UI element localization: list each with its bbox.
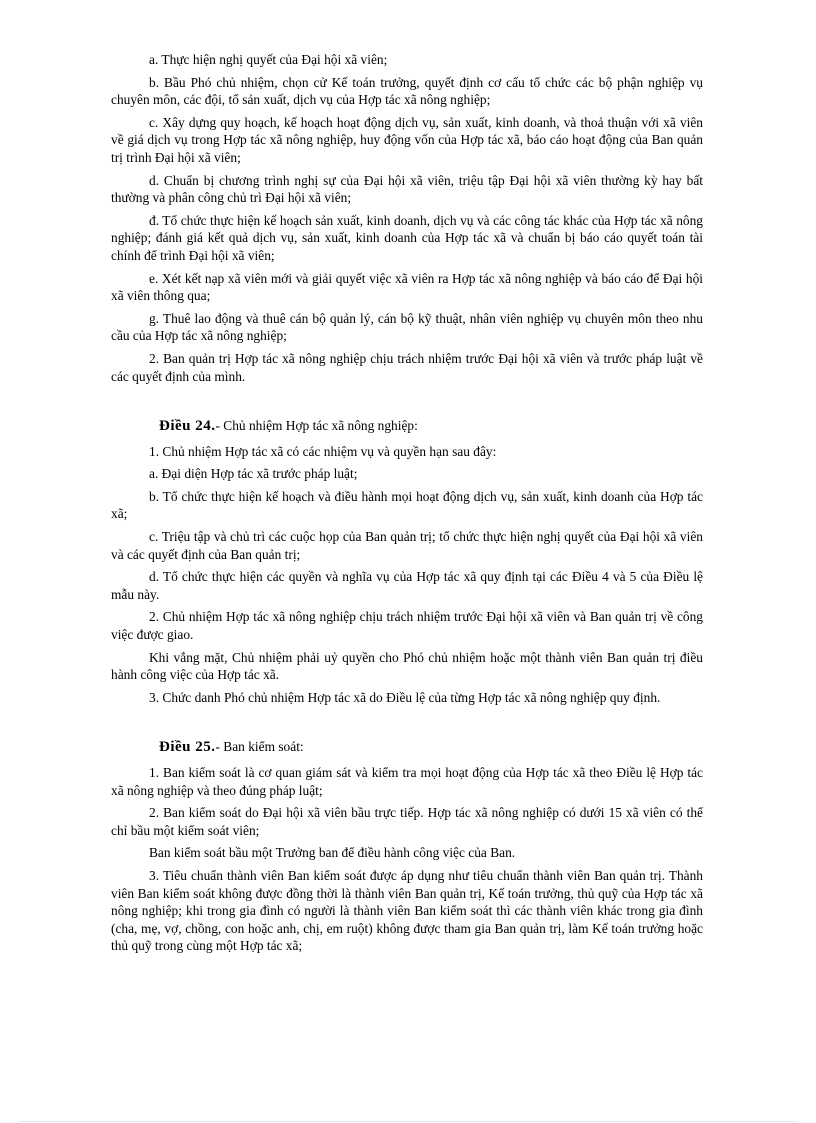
paragraph-23g: g. Thuê lao động và thuê cán bộ quản lý, cán bộ kỹ thuật, nhân viên nghiệp vụ chuyên môn theo nhu cầu của Hợp tác xã nông nghiệp; xyxy=(111,310,703,344)
paragraph-25-3: 3. Tiêu chuẩn thành viên Ban kiểm soát được áp dụng như tiêu chuẩn thành viên Ban quản trị. Thành viên Ban kiểm soát không được đồng thời là thành viên Ban quản trị, Kế toán trưởng, thủ quỹ của Hợp tác xã nông nghiệp; khi trong gia đình có người là thành viên Ban kiểm soát thì các thành viên khác trong gia đình (cha, mẹ, vợ, chồng, con hoặc anh, chị, em ruột) không được tham gia Ban quản trị, làm Kế toán trưởng hoặc thủ quỹ trong cùng một Hợp tác xã; xyxy=(111,867,703,954)
article-24-heading xyxy=(111,417,703,436)
document-page xyxy=(111,51,703,960)
paragraph-24-2: 2. Chủ nhiệm Hợp tác xã nông nghiệp chịu trách nhiệm trước Đại hội xã viên và Ban quản trị về công việc được giao. xyxy=(111,609,703,643)
article-24-subject: - Chủ nhiệm Hợp tác xã nông nghiệp: xyxy=(215,418,418,434)
paragraph-23a: a. Thực hiện nghị quyết của Đại hội xã viên; xyxy=(149,52,388,67)
paragraph-25-chief: Ban kiểm soát bầu một Trưởng ban để điều hành công việc của Ban. xyxy=(149,845,516,861)
paragraph-24c: c. Triệu tập và chủ trì các cuộc họp của Ban quản trị; tổ chức thực hiện nghị quyết của Đại hội xã viên và các quyết định của Ban quản trị; xyxy=(111,529,703,562)
paragraph-24b: b. Tổ chức thực hiện kế hoạch và điều hành mọi hoạt động dịch vụ, sản xuất, kinh doanh của Hợp tác xã; xyxy=(111,488,703,522)
paragraph-23dd: đ. Tổ chức thực hiện kế hoạch sản xuất, kinh doanh, dịch vụ và các công tác khác của Hợp tác xã nông nghiệp; đánh giá kết quả dịch vụ, sản xuất, kinh doanh của Hợp tác xã và chuẩn bị báo cáo quyết toán tài chính để trình Đại hội xã viên; xyxy=(111,212,703,263)
paragraph-23e: e. Xét kết nạp xã viên mới và giải quyết việc xã viên ra Hợp tác xã nông nghiệp và báo cáo để Đại hội xã viên thông qua; xyxy=(111,270,703,304)
paragraph-24-3: 3. Chức danh Phó chủ nhiệm Hợp tác xã do Điều lệ của từng Hợp tác xã nông nghiệp quy định. xyxy=(149,689,661,705)
paragraph-23c: c. Xây dựng quy hoạch, kế hoạch hoạt động dịch vụ, sản xuất, kinh doanh, và thoả thuận với xã viên về giá dịch vụ trong Hợp tác xã nông nghiệp, huy động vốn của Hợp tác xã, báo cáo hoạt động của Ban quản trị trình Đại hội xã viên; xyxy=(111,114,703,165)
paragraph-24a: a. Đại diện Hợp tác xã trước pháp luật; xyxy=(149,466,358,482)
article-25-heading xyxy=(111,738,703,757)
paragraph-25-1: 1. Ban kiểm soát là cơ quan giám sát và kiểm tra mọi hoạt động của Hợp tác xã theo Điều lệ Hợp tác xã nông nghiệp và theo đúng pháp luật; xyxy=(111,765,703,798)
paragraph-24-absent: Khi vắng mặt, Chủ nhiệm phải uỷ quyền cho Phó chủ nhiệm hoặc một thành viên Ban quản trị điều hành công việc của Hợp tác xã. xyxy=(111,649,703,683)
article-24-title: Điều 24. xyxy=(159,418,216,435)
article-25-subject: - Ban kiểm soát: xyxy=(215,739,304,755)
paragraph-23d: d. Chuẩn bị chương trình nghị sự của Đại hội xã viên, triệu tập Đại hội xã viên thường kỳ hay bất thường và phân công chủ trì Đại hội xã viên; xyxy=(111,172,703,206)
paragraph-25-2: 2. Ban kiểm soát do Đại hội xã viên bầu trực tiếp. Hợp tác xã nông nghiệp có dưới 15 xã viên có thể chỉ bầu một kiểm soát viên; xyxy=(111,805,703,838)
page-bottom-divider xyxy=(20,1121,796,1122)
paragraph-24-1: 1. Chủ nhiệm Hợp tác xã có các nhiệm vụ và quyền hạn sau đây: xyxy=(149,443,497,459)
article-25-title: Điều 25. xyxy=(159,739,216,756)
paragraph-23-2: 2. Ban quản trị Hợp tác xã nông nghiệp chịu trách nhiệm trước Đại hội xã viên và trước pháp luật về các quyết định của mình. xyxy=(111,350,703,384)
paragraph-23b: b. Bầu Phó chủ nhiệm, chọn cử Kế toán trưởng, quyết định cơ cấu tổ chức các bộ phận nghiệp vụ chuyên môn, các đội, tổ sản xuất, dịch vụ của Hợp tác xã nông nghiệp; xyxy=(111,74,703,108)
paragraph-24d: d. Tổ chức thực hiện các quyền và nghĩa vụ của Hợp tác xã quy định tại các Điều 4 và 5 của Điều lệ mẫu này. xyxy=(111,569,703,602)
